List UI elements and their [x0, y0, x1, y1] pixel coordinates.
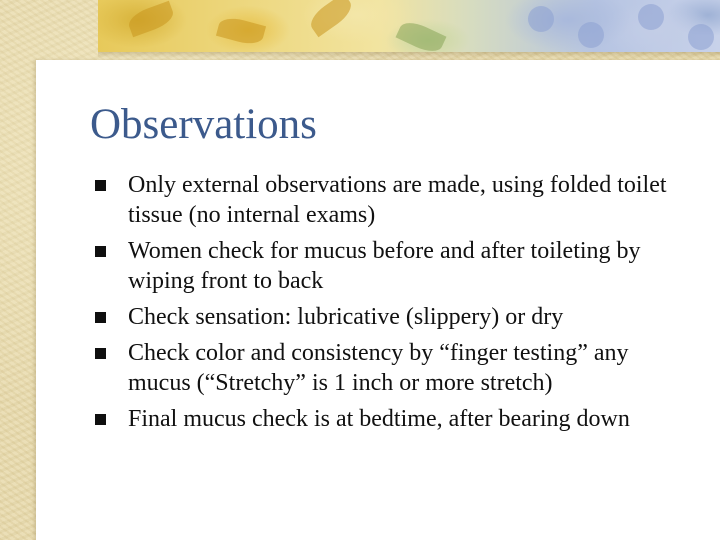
- flower-decoration: [638, 4, 664, 30]
- bullet-item: [93, 236, 683, 296]
- flower-decoration: [528, 6, 554, 32]
- leaf-decoration: [216, 14, 266, 47]
- square-bullet-icon: [95, 312, 106, 323]
- leaf-decoration: [126, 1, 177, 37]
- bullet-text: Final mucus check is at bedtime, after bearing down: [128, 406, 630, 432]
- bullet-text: Only external observations are made, using folded toilet tissue (no internal exams): [128, 172, 667, 228]
- bullet-item: [93, 302, 683, 332]
- flower-decoration: [578, 22, 604, 48]
- leaf-decoration: [306, 0, 356, 37]
- bullet-text: Women check for mucus before and after toileting by wiping front to back: [128, 238, 641, 294]
- bullet-text: Check color and consistency by “finger testing” any mucus (“Stretchy” is 1 inch or more stretch): [128, 340, 629, 396]
- bullet-item: [93, 338, 683, 398]
- square-bullet-icon: [95, 246, 106, 257]
- floral-banner: [98, 0, 720, 52]
- banner-shadow: [98, 52, 720, 58]
- flower-decoration: [688, 24, 714, 50]
- bullet-list: [93, 170, 683, 440]
- square-bullet-icon: [95, 414, 106, 425]
- leaf-decoration: [396, 17, 447, 52]
- bullet-item: [93, 170, 683, 230]
- square-bullet-icon: [95, 180, 106, 191]
- bullet-text: Check sensation: lubricative (slippery) or dry: [128, 304, 564, 330]
- slide-title: Observations: [90, 101, 317, 148]
- bullet-item: [93, 404, 683, 434]
- square-bullet-icon: [95, 348, 106, 359]
